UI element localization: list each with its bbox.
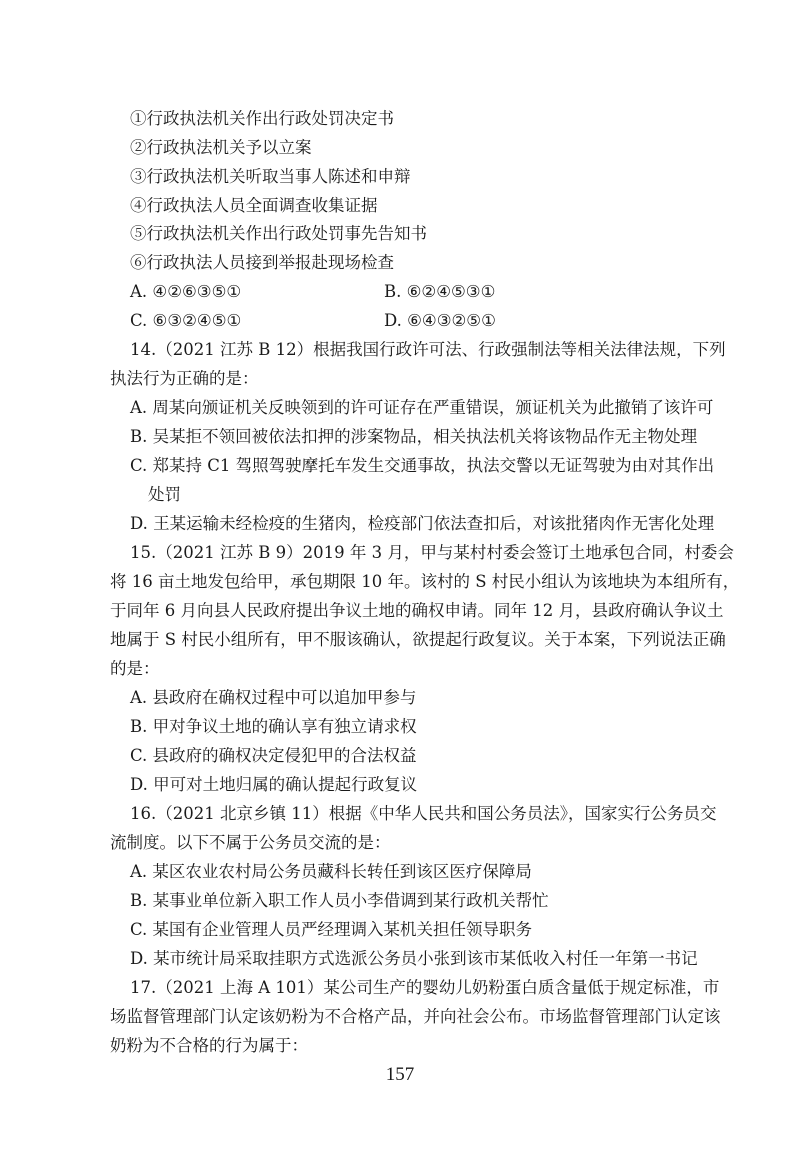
option-c: C. 郑某持 C1 驾照驾驶摩托车发生交通事故，执法交警以无证驾驶为由对其作出 [130,456,715,475]
question-14-stem: 14.（2021 江苏 B 12）根据我国行政许可法、行政强制法等相关法律法规，下列 [130,340,726,359]
list-item: ①行政执法机关作出行政处罚决定书 [130,109,394,128]
option-d: D. 王某运输未经检疫的生猪肉，检疫部门依法查扣后，对该批猪肉作无害化处理 [130,514,715,533]
option-a: A. 周某向颁证机关反映领到的许可证存在严重错误，颁证机关为此撤销了该许可 [130,398,714,417]
option-b: B. ⑥②④⑤③① [384,282,496,301]
option-a: A. 县政府在确权过程中可以追加甲参与 [130,688,417,707]
option-c-cont: 处罚 [148,485,181,504]
question-17-stem-cont: 场监督管理部门认定该奶粉为不合格产品，并向社会公布。市场监督管理部门认定该 [110,1007,721,1026]
question-15-stem-cont: 的是： [110,659,160,678]
list-item: ⑤行政执法机关作出行政处罚事先告知书 [130,224,427,243]
option-c: C. 某国有企业管理人员严经理调入某机关担任领导职务 [130,920,533,939]
list-item: ②行政执法机关予以立案 [130,138,312,157]
list-item: ⑥行政执法人员接到举报赴现场检查 [130,253,394,272]
question-17-stem: 17.（2021 上海 A 101）某公司生产的婴幼儿奶粉蛋白质含量低于规定标准，市 [130,978,720,997]
list-item: ③行政执法机关听取当事人陈述和申辩 [130,167,411,186]
option-a: A. ④②⑥③⑤① [130,282,242,301]
question-15-stem: 15.（2021 江苏 B 9）2019 年 3 月，甲与某村村委会签订土地承包合同，村委会 [130,543,734,562]
question-16-stem-cont: 流制度。以下不属于公务员交流的是： [110,833,391,852]
option-c: C. ⑥③②④⑤① [130,311,242,330]
option-d: D. 甲可对土地归属的确认提起行政复议 [130,775,418,794]
list-item: ④行政执法人员全面调查收集证据 [130,196,378,215]
option-b: B. 某事业单位新入职工作人员小李借调到某行政机关帮忙 [130,891,549,910]
question-15-stem-cont: 将 16 亩土地发包给甲，承包期限 10 年。该村的 S 村民小组认为该地块为本组所有， [110,572,740,591]
option-c: C. 县政府的确权决定侵犯甲的合法权益 [130,746,417,765]
option-d: D. ⑥④③②⑤① [384,311,496,330]
option-b: B. 甲对争议土地的确认享有独立请求权 [130,717,417,736]
question-15-stem-cont: 于同年 6 月向县人民政府提出争议土地的确权申请。同年 12 月，县政府确认争议土 [110,601,724,620]
page-number: 157 [385,1064,415,1085]
option-b: B. 吴某拒不领回被依法扣押的涉案物品，相关执法机关将该物品作无主物处理 [130,427,698,446]
option-d: D. 某市统计局采取挂职方式选派公务员小张到该市某低收入村任一年第一书记 [130,949,698,968]
option-a: A. 某区农业农村局公务员藏科长转任到该区医疗保障局 [130,862,532,881]
question-16-stem: 16.（2021 北京乡镇 11）根据《中华人民共和国公务员法》，国家实行公务员交 [130,804,717,823]
question-14-stem-cont: 执法行为正确的是： [110,369,259,388]
question-15-stem-cont: 地属于 S 村民小组所有，甲不服该确认，欲提起行政复议。关于本案，下列说法正确 [110,630,726,649]
question-17-stem-cont: 奶粉为不合格的行为属于： [110,1036,308,1055]
